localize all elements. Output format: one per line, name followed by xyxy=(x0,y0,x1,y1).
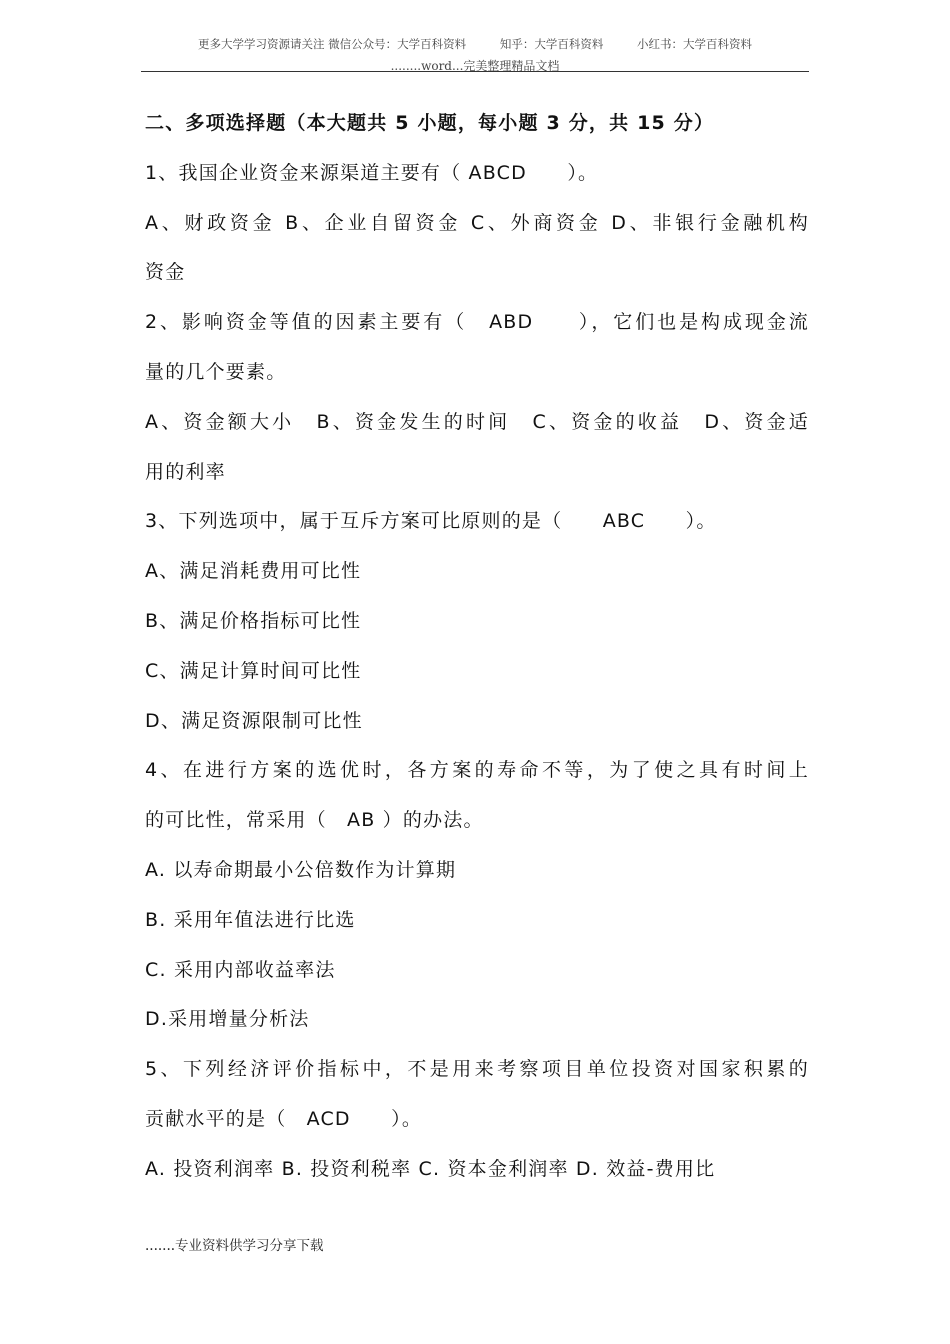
question-4-option-d: D.采用增量分析法 xyxy=(145,1008,310,1031)
question-3-option-a: A、满足消耗费用可比性 xyxy=(145,560,362,583)
question-2-stem-cont: 量的几个要素。 xyxy=(145,360,287,383)
question-2-options: A、资金额大小 B、资金发生的时间 C、资金的收益 D、资金适 xyxy=(145,410,809,433)
question-3-option-b: B、满足价格指标可比性 xyxy=(145,609,362,632)
question-3-option-d: D、满足资源限制可比性 xyxy=(145,709,363,732)
question-4-option-c: C. 采用内部收益率法 xyxy=(145,958,336,981)
header-divider xyxy=(141,71,809,72)
question-5-options: A. 投资利润率 B. 投资利税率 C. 资本金利润率 D. 效益-费用比 xyxy=(145,1157,716,1180)
question-1-options: A、财政资金 B、企业自留资金 C、外商资金 D、非银行金融机构 xyxy=(145,211,809,234)
header-zhihu-text: 知乎：大学百科资料 xyxy=(499,37,604,51)
question-4-stem-cont: 的可比性，常采用（ AB ）的办法。 xyxy=(145,809,484,832)
question-5-stem-cont: 贡献水平的是（ ACD ）。 xyxy=(145,1107,423,1130)
question-4-option-b: B. 采用年值法进行比选 xyxy=(145,908,356,931)
document-body xyxy=(145,99,809,1195)
page-footer: .......专业资料供学习分享下载 xyxy=(145,1238,324,1254)
question-4-option-a: A. 以寿命期最小公倍数作为计算期 xyxy=(145,858,457,881)
question-3-stem: 3、下列选项中，属于互斥方案可比原则的是（ ABC ）。 xyxy=(145,510,717,533)
page-header-sources xyxy=(0,36,950,52)
question-3-option-c: C、满足计算时间可比性 xyxy=(145,659,362,682)
question-1-stem: 1、我国企业资金来源渠道主要有（ ABCD ）。 xyxy=(145,161,599,184)
header-xiaohongshu-text: 小红书：大学百科资料 xyxy=(636,37,752,51)
header-wechat-text: 更多大学学习资源请关注 微信公众号：大学百科资料 xyxy=(198,37,467,51)
question-5-stem: 5、下列经济评价指标中，不是用来考察项目单位投资对国家积累的 xyxy=(145,1058,809,1081)
page-header-subtitle: ........word...完美整理精品文档 xyxy=(390,59,560,73)
question-1-options-cont: 资金 xyxy=(145,261,186,284)
question-2-stem: 2、影响资金等值的因素主要有（ ABD ），它们也是构成现金流 xyxy=(145,311,809,334)
section-title: 二、多项选择题（本大题共 5 小题，每小题 3 分，共 15 分） xyxy=(145,112,715,134)
question-2-options-cont: 用的利率 xyxy=(145,460,226,483)
question-4-stem: 4、在进行方案的选优时，各方案的寿命不等，为了使之具有时间上 xyxy=(145,759,809,782)
